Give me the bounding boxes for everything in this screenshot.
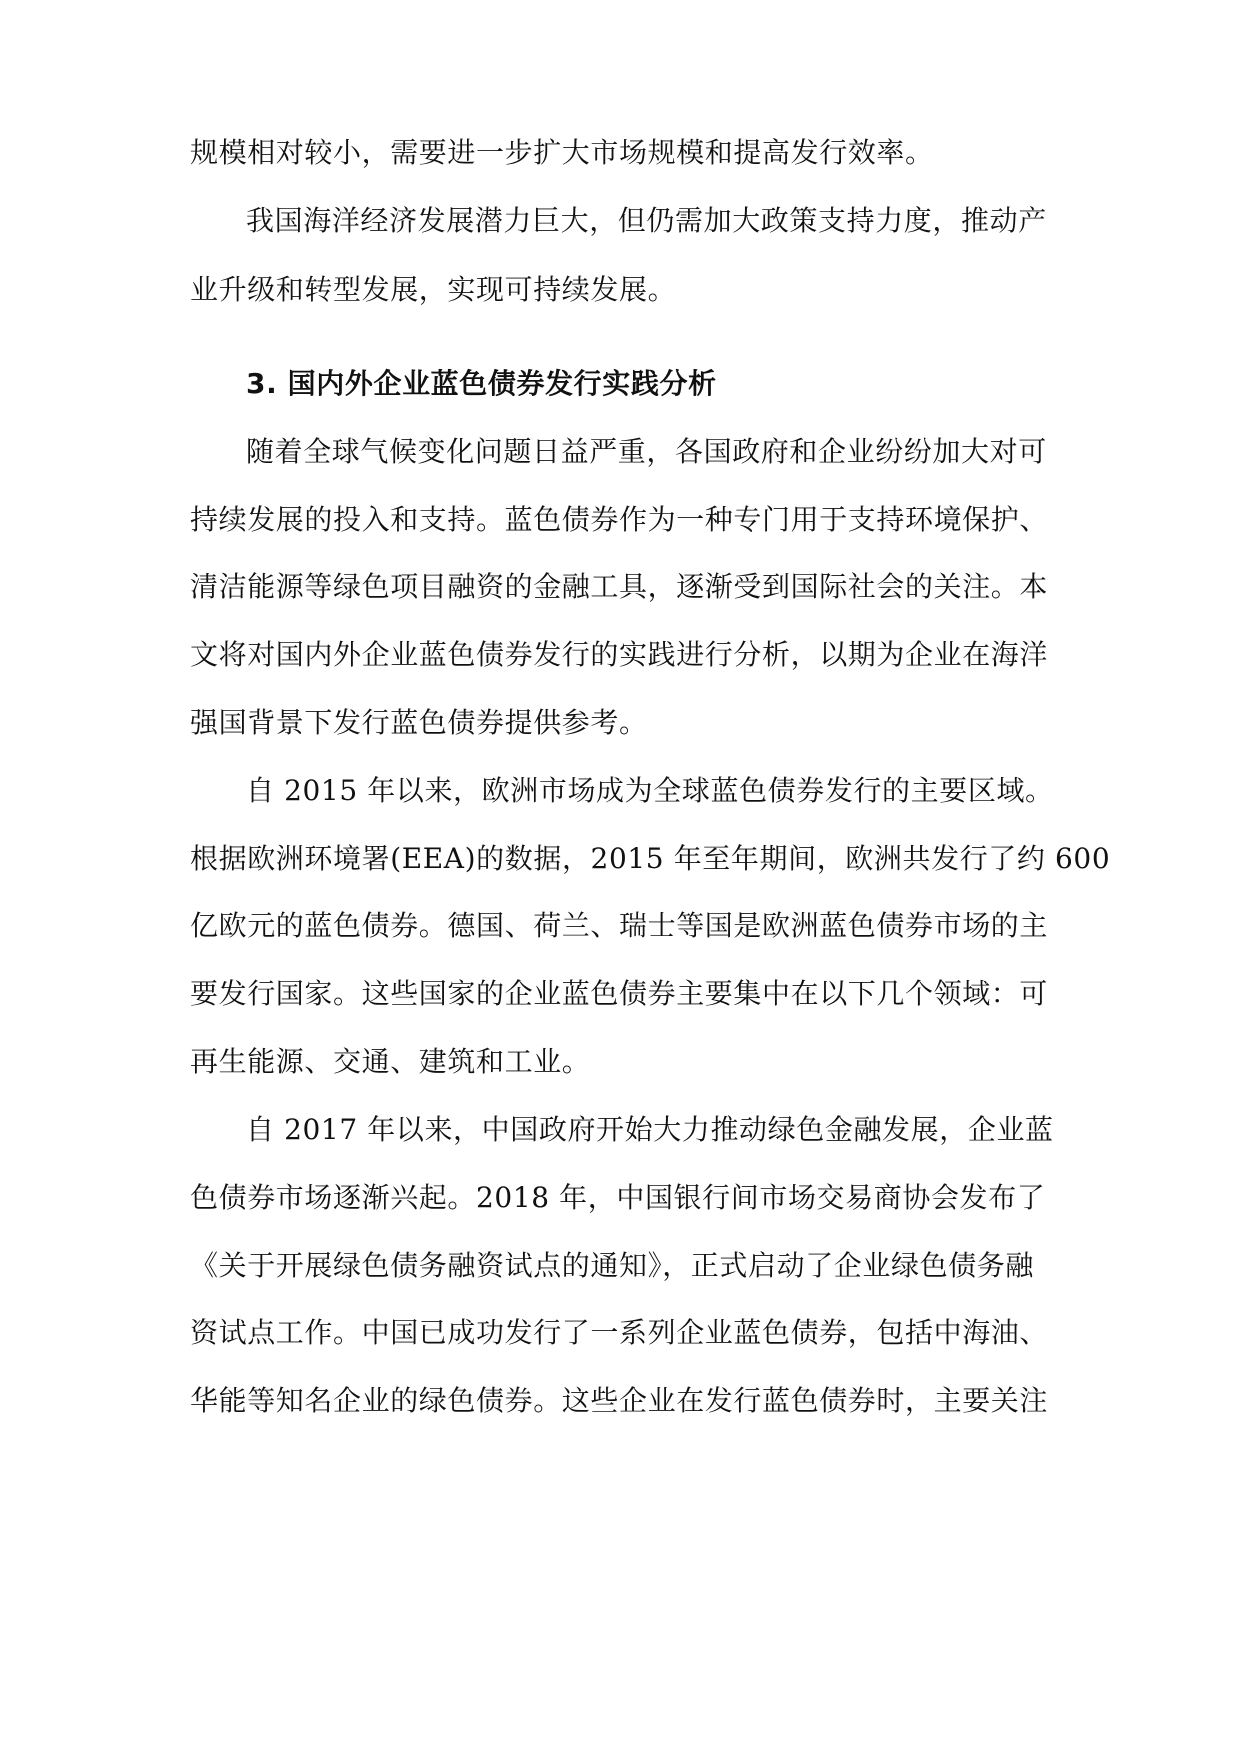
paragraph-line-11: 根据欧洲环境署(EEA)的数据，2015 年至年期间，欧洲共发行了约 600 bbox=[190, 842, 1111, 875]
paragraph-line-19: 华能等知名企业的绿色债券。这些企业在发行蓝色债券时，主要关注 bbox=[190, 1384, 1049, 1417]
paragraph-line-8: 文将对国内外企业蓝色债券发行的实践进行分析，以期为企业在海洋 bbox=[190, 638, 1049, 671]
paragraph-line-14: 再生能源、交通、建筑和工业。 bbox=[190, 1045, 591, 1078]
paragraph-line-18: 资试点工作。中国已成功发行了一系列企业蓝色债券，包括中海油、 bbox=[190, 1316, 1049, 1349]
paragraph-line-13: 要发行国家。这些国家的企业蓝色债券主要集中在以下几个领域：可 bbox=[190, 977, 1049, 1010]
section-heading: 3. 国内外企业蓝色债券发行实践分析 bbox=[246, 367, 717, 400]
paragraph-line-16: 色债券市场逐渐兴起。2018 年，中国银行间市场交易商协会发布了 bbox=[190, 1181, 1046, 1214]
paragraph-line-10: 自 2015 年以来，欧洲市场成为全球蓝色债券发行的主要区域。 bbox=[246, 774, 1054, 807]
paragraph-line-1: 规模相对较小，需要进一步扩大市场规模和提高发行效率。 bbox=[190, 136, 934, 169]
paragraph-line-17: 《关于开展绿色债务融资试点的通知》，正式启动了企业绿色债务融 bbox=[190, 1249, 1035, 1282]
paragraph-line-5: 随着全球气候变化问题日益严重，各国政府和企业纷纷加大对可 bbox=[246, 435, 1047, 468]
paragraph-line-12: 亿欧元的蓝色债券。德国、荷兰、瑞士等国是欧洲蓝色债券市场的主 bbox=[190, 909, 1049, 942]
paragraph-line-7: 清洁能源等绿色项目融资的金融工具，逐渐受到国际社会的关注。本 bbox=[190, 570, 1049, 603]
paragraph-line-9: 强国背景下发行蓝色债券提供参考。 bbox=[190, 706, 648, 739]
paragraph-line-6: 持续发展的投入和支持。蓝色债券作为一种专门用于支持环境保护、 bbox=[190, 503, 1049, 536]
paragraph-line-15: 自 2017 年以来，中国政府开始大力推动绿色金融发展，企业蓝 bbox=[246, 1113, 1054, 1146]
paragraph-line-2: 我国海洋经济发展潜力巨大，但仍需加大政策支持力度，推动产 bbox=[246, 204, 1047, 237]
paragraph-line-3: 业升级和转型发展，实现可持续发展。 bbox=[190, 273, 677, 306]
